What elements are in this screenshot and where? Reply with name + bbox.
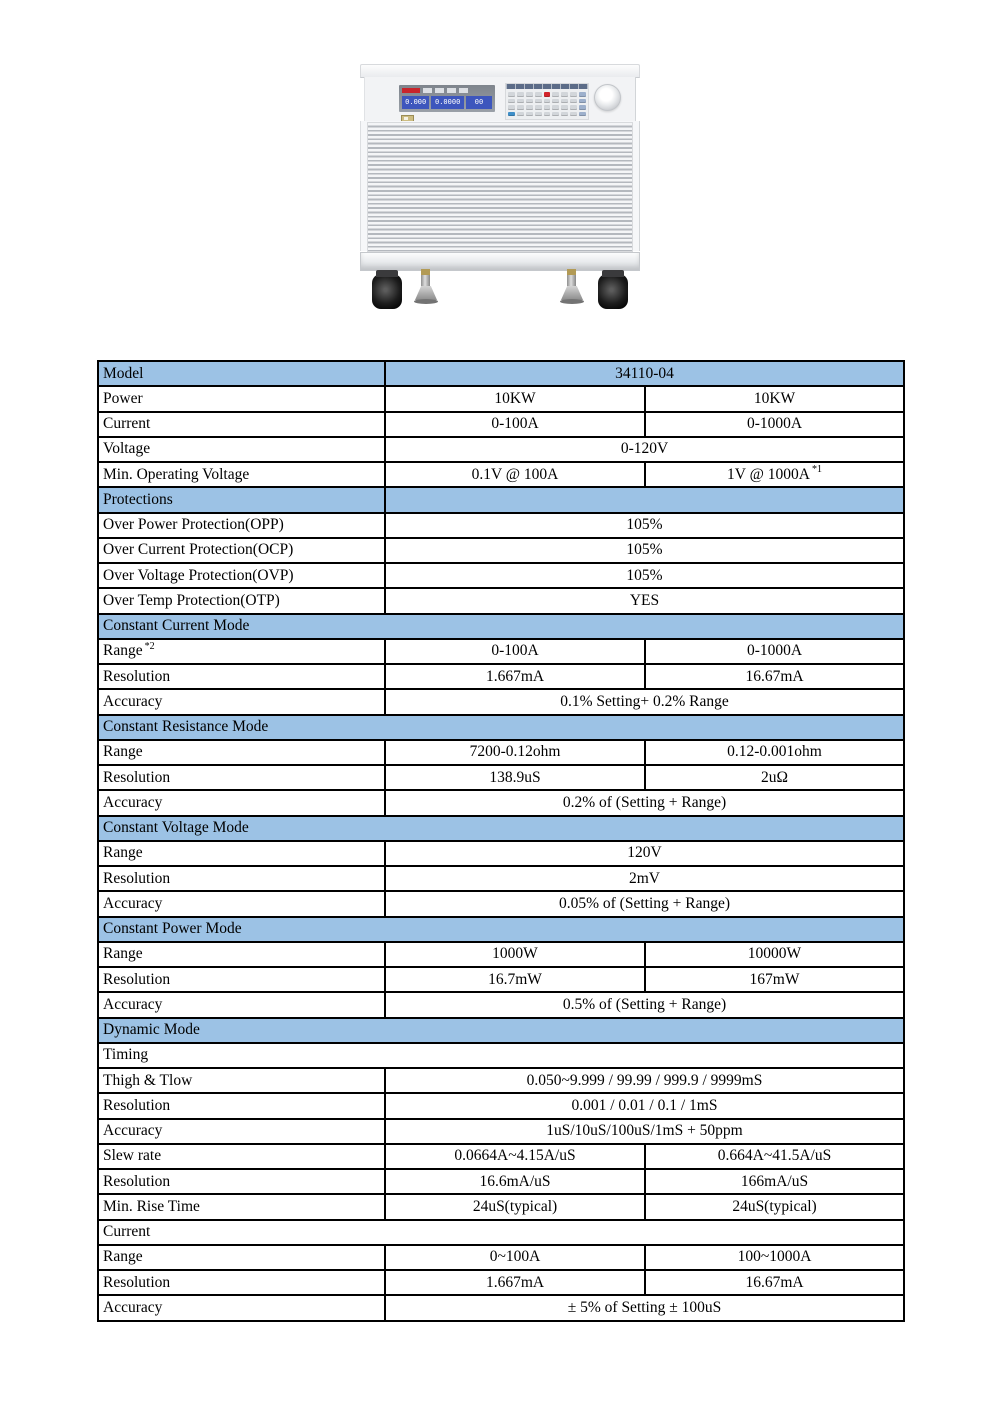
spec-label-cell: Range: [98, 942, 385, 967]
spec-value-cell: 100~1000A: [645, 1245, 904, 1270]
spec-row: [98, 1220, 904, 1245]
spec-label-cell: Resolution: [98, 967, 385, 992]
keypad-button: [535, 105, 542, 110]
spec-label-cell: Min. Rise Time: [98, 1194, 385, 1219]
spec-value-cell: 1000W: [385, 942, 645, 967]
keypad-button: [526, 105, 533, 110]
keypad-panel: [505, 83, 589, 120]
spec-value-cell: 10KW: [645, 386, 904, 411]
spec-label-cell: Over Power Protection(OPP): [98, 513, 385, 538]
spec-value-cell: ± 5% of Setting ± 100uS: [385, 1295, 904, 1321]
spec-label-cell: Power: [98, 386, 385, 411]
spec-label-cell: Over Voltage Protection(OVP): [98, 563, 385, 588]
spec-row: [98, 462, 904, 487]
spec-row: [98, 412, 904, 437]
spec-row: [98, 513, 904, 538]
spec-label-cell: Min. Operating Voltage: [98, 462, 385, 487]
keypad-button: [552, 112, 559, 117]
spec-row: [98, 790, 904, 815]
keypad-button: [517, 112, 524, 117]
spec-row: [98, 841, 904, 866]
product-photo: [360, 64, 640, 312]
spec-label-cell: Resolution: [98, 1169, 385, 1194]
spec-value-cell: 0-120V: [385, 437, 904, 462]
leveling-foot: [560, 269, 584, 309]
spec-label-cell: Resolution: [98, 1270, 385, 1295]
leveling-foot: [414, 269, 438, 309]
keypad-button: [561, 92, 568, 97]
keypad-button: [517, 99, 524, 104]
spec-label-cell: Constant Voltage Mode: [98, 816, 904, 841]
device-top-lid: [360, 64, 640, 78]
section-header-row: [98, 715, 904, 740]
keypad-button: [526, 99, 533, 104]
caster-wheel: [372, 271, 402, 309]
spec-value-cell: 105%: [385, 513, 904, 538]
spec-row: [98, 1144, 904, 1169]
model-label-strip: [423, 88, 469, 93]
spec-row: [98, 1194, 904, 1219]
spec-row: [98, 639, 904, 664]
keypad-button: [508, 92, 515, 97]
keypad-button: [570, 105, 577, 110]
keypad-button: [570, 112, 577, 117]
brand-logo-icon: [402, 88, 420, 93]
spec-label-cell: Slew rate: [98, 1144, 385, 1169]
section-header-row: [98, 917, 904, 942]
keypad-button: [535, 92, 542, 97]
spec-value-cell: 0.001 / 0.01 / 0.1 / 1mS: [385, 1093, 904, 1118]
spec-value-cell: 0.1% Setting+ 0.2% Range: [385, 689, 904, 714]
keypad-button: [544, 112, 551, 117]
spec-value-cell: 0.2% of (Setting + Range): [385, 790, 904, 815]
spec-label-cell: Resolution: [98, 1093, 385, 1118]
section-header-row: [98, 487, 904, 512]
spec-value-cell: 1uS/10uS/100uS/1mS + 50ppm: [385, 1119, 904, 1144]
lcd-window-middle: 0.0000: [431, 96, 464, 109]
spec-value-cell: 0~100A: [385, 1245, 645, 1270]
section-header-row: [98, 816, 904, 841]
spec-label-cell: Current: [98, 1220, 904, 1245]
spec-value-cell: 2uΩ: [645, 765, 904, 790]
keypad-button: [570, 92, 577, 97]
spec-value-cell: 10KW: [385, 386, 645, 411]
caster-wheel: [598, 271, 628, 309]
spec-label-cell: Accuracy: [98, 1119, 385, 1144]
section-header-row: [98, 1018, 904, 1043]
keypad-button-grid: [506, 89, 588, 119]
device-base-plinth: [360, 252, 640, 271]
spec-value-cell: 0.1V @ 100A: [385, 462, 645, 487]
spec-row: [98, 740, 904, 765]
keypad-button: [535, 99, 542, 104]
device-front-panel: [364, 77, 636, 123]
spec-value-cell: 0.12-0.001ohm: [645, 740, 904, 765]
spec-value-cell: 0.050~9.999 / 99.99 / 999.9 / 9999mS: [385, 1068, 904, 1093]
ventilation-grille: [367, 122, 633, 252]
spec-value-cell: 7200-0.12ohm: [385, 740, 645, 765]
keypad-button: [544, 92, 551, 97]
keypad-button: [561, 105, 568, 110]
spec-row: [98, 1245, 904, 1270]
spec-row: [98, 967, 904, 992]
spec-value-cell: 105%: [385, 563, 904, 588]
spec-row: [98, 1270, 904, 1295]
spec-row: [98, 689, 904, 714]
spec-value-cell: 16.7mW: [385, 967, 645, 992]
spec-value-cell: 10000W: [645, 942, 904, 967]
spec-value-cell: 120V: [385, 841, 904, 866]
spec-label-cell: Protections: [98, 487, 385, 512]
spec-value-cell: 34110-04: [385, 361, 904, 386]
spec-label-cell: Accuracy: [98, 689, 385, 714]
spec-row: [98, 1043, 904, 1068]
section-header-row: [98, 614, 904, 639]
spec-value-cell: 0.05% of (Setting + Range): [385, 891, 904, 916]
spec-label-cell: Accuracy: [98, 891, 385, 916]
spec-row: [98, 563, 904, 588]
spec-label-cell: Timing: [98, 1043, 904, 1068]
spec-label-cell: Resolution: [98, 664, 385, 689]
spec-label-cell: Constant Resistance Mode: [98, 715, 904, 740]
spec-row: [98, 1068, 904, 1093]
spec-row: [98, 664, 904, 689]
keypad-button: [579, 112, 586, 117]
spec-value-cell: 0-1000A: [645, 412, 904, 437]
spec-label-cell: Thigh & Tlow: [98, 1068, 385, 1093]
keypad-button: [508, 105, 515, 110]
section-header-row: [98, 361, 904, 386]
keypad-button: [579, 92, 586, 97]
spec-row: [98, 437, 904, 462]
spec-row: [98, 588, 904, 613]
spec-label-cell: Resolution: [98, 866, 385, 891]
spec-label-cell: Range: [98, 841, 385, 866]
spec-label-cell: Current: [98, 412, 385, 437]
spec-value-cell: 16.67mA: [645, 1270, 904, 1295]
spec-value-cell: 138.9uS: [385, 765, 645, 790]
spec-row: [98, 1119, 904, 1144]
rotary-knob-icon: [594, 84, 621, 111]
spec-value-cell: 0-100A: [385, 639, 645, 664]
spec-label-cell: Over Current Protection(OCP): [98, 538, 385, 563]
spec-value-cell: 1.667mA: [385, 664, 645, 689]
keypad-button: [561, 112, 568, 117]
spec-label-cell: Model: [98, 361, 385, 386]
spec-value-cell: 0.664A~41.5A/uS: [645, 1144, 904, 1169]
lcd-window-left: 0.000: [402, 96, 429, 109]
spec-value-cell: [385, 487, 904, 512]
spec-value-cell: 0-1000A: [645, 639, 904, 664]
spec-value-cell: 16.67mA: [645, 664, 904, 689]
keypad-button: [552, 92, 559, 97]
spec-table: [97, 360, 905, 1322]
keypad-button: [517, 92, 524, 97]
spec-label-cell: Range: [98, 740, 385, 765]
keypad-button: [579, 105, 586, 110]
spec-label-cell: Constant Power Mode: [98, 917, 904, 942]
spec-value-cell: YES: [385, 588, 904, 613]
spec-label-cell: Accuracy: [98, 790, 385, 815]
spec-value-cell: 166mA/uS: [645, 1169, 904, 1194]
spec-label-cell: Resolution: [98, 765, 385, 790]
keypad-button: [508, 99, 515, 104]
spec-label-cell: Dynamic Mode: [98, 1018, 904, 1043]
spec-row: [98, 992, 904, 1017]
spec-value-cell: 24uS(typical): [385, 1194, 645, 1219]
keypad-button: [579, 99, 586, 104]
spec-value-cell: 1V @ 1000A $^{*1}$: [645, 462, 904, 487]
spec-table-body: [98, 361, 904, 1321]
spec-value-cell: 1.667mA: [385, 1270, 645, 1295]
spec-label-cell: Voltage: [98, 437, 385, 462]
spec-label-cell: Range $^{*2}$: [98, 639, 385, 664]
keypad-button: [526, 92, 533, 97]
keypad-button: [508, 112, 515, 117]
spec-label-cell: Accuracy: [98, 992, 385, 1017]
spec-value-cell: 0.0664A~4.15A/uS: [385, 1144, 645, 1169]
lcd-display-group: [402, 96, 492, 109]
spec-label-cell: Accuracy: [98, 1295, 385, 1321]
spec-row: [98, 942, 904, 967]
spec-label-cell: Over Temp Protection(OTP): [98, 588, 385, 613]
spec-row: [98, 765, 904, 790]
spec-value-cell: 2mV: [385, 866, 904, 891]
keypad-button: [561, 99, 568, 104]
keypad-button: [544, 105, 551, 110]
spec-value-cell: 167mW: [645, 967, 904, 992]
keypad-button: [552, 105, 559, 110]
spec-row: [98, 1169, 904, 1194]
spec-value-cell: 24uS(typical): [645, 1194, 904, 1219]
spec-value-cell: 0.5% of (Setting + Range): [385, 992, 904, 1017]
spec-row: [98, 386, 904, 411]
spec-row: [98, 1295, 904, 1321]
lcd-window-right: 00: [466, 96, 492, 109]
keypad-button: [570, 99, 577, 104]
keypad-button: [526, 112, 533, 117]
keypad-button: [544, 99, 551, 104]
keypad-button: [517, 105, 524, 110]
spec-label-cell: Constant Current Mode: [98, 614, 904, 639]
spec-row: [98, 1093, 904, 1118]
spec-row: [98, 866, 904, 891]
spec-value-cell: 16.6mA/uS: [385, 1169, 645, 1194]
keypad-button: [552, 99, 559, 104]
spec-row: [98, 538, 904, 563]
keypad-button: [535, 112, 542, 117]
spec-value-cell: 0-100A: [385, 412, 645, 437]
spec-row: [98, 891, 904, 916]
display-bezel: [399, 85, 495, 112]
spec-value-cell: 105%: [385, 538, 904, 563]
spec-label-cell: Range: [98, 1245, 385, 1270]
